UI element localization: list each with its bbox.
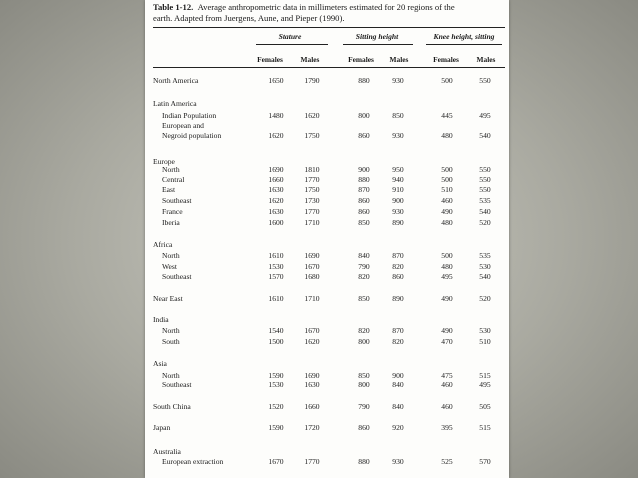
table-cell: 1530 [268, 380, 284, 389]
table-cell: 520 [479, 294, 491, 303]
table-row [145, 76, 509, 86]
row-sublabel: European and [162, 121, 204, 130]
table-cell: 840 [358, 251, 370, 260]
table-cell: 1690 [304, 251, 320, 260]
table-cell: 860 [358, 131, 370, 140]
table-cell: 480 [441, 131, 453, 140]
row-sublabel: European extraction [162, 457, 224, 466]
table-cell: 1530 [268, 262, 284, 271]
table-cell: 550 [479, 165, 491, 174]
row-sublabel: Southeast [162, 272, 192, 281]
table-row [145, 315, 509, 325]
table-row [145, 196, 509, 206]
row-label: Japan [153, 423, 171, 432]
table-caption [153, 2, 505, 24]
table-row [145, 175, 509, 185]
row-sublabel: West [162, 262, 177, 271]
table-cell: 475 [441, 371, 453, 380]
table-cell: 540 [479, 131, 491, 140]
col-header-knee-females: Females [433, 55, 459, 64]
row-label: Europe [153, 157, 175, 166]
table-cell: 880 [358, 175, 370, 184]
table-cell: 1730 [304, 196, 320, 205]
table-cell: 850 [358, 218, 370, 227]
table-cell: 1660 [268, 175, 284, 184]
table-cell: 800 [358, 380, 370, 389]
caption-text-1: Average anthropometric data in millimeters estimated for 20 regions of the [197, 2, 455, 12]
table-cell: 1630 [268, 207, 284, 216]
table-row [145, 359, 509, 369]
table-cell: 535 [479, 196, 491, 205]
col-header-knee-males: Males [476, 55, 496, 64]
row-label: Asia [153, 359, 167, 368]
table-row [145, 326, 509, 336]
col-header-stature-females: Females [257, 55, 283, 64]
table-cell: 495 [479, 111, 491, 120]
row-sublabel: Indian Population [162, 111, 217, 120]
table-row [145, 423, 509, 433]
row-sublabel: North [162, 251, 180, 260]
table-row [145, 457, 509, 467]
table-cell: 500 [441, 76, 453, 85]
table-cell: 910 [392, 185, 404, 194]
table-cell: 515 [479, 423, 491, 432]
col-header-sitting-males: Males [389, 55, 409, 64]
row-label: Australia [153, 447, 181, 456]
table-cell: 820 [358, 272, 370, 281]
table-cell: 445 [441, 111, 453, 120]
table-cell: 870 [358, 185, 370, 194]
table-row [145, 337, 509, 347]
table-cell: 480 [441, 262, 453, 271]
table-cell: 1630 [304, 380, 320, 389]
table-cell: 890 [392, 294, 404, 303]
table-cell: 550 [479, 76, 491, 85]
table-cell: 930 [392, 131, 404, 140]
table-cell: 515 [479, 371, 491, 380]
table-row [145, 207, 509, 217]
table-cell: 395 [441, 423, 453, 432]
row-label: North America [153, 76, 199, 85]
table-cell: 1710 [304, 218, 320, 227]
table-row [145, 447, 509, 457]
row-label: India [153, 315, 169, 324]
table-row [145, 99, 509, 109]
caption-label: Table 1-12. [153, 2, 194, 12]
table-row [145, 165, 509, 175]
table-cell: 1630 [268, 185, 284, 194]
table-cell: 790 [358, 402, 370, 411]
row-sublabel: North [162, 326, 180, 335]
table-cell: 850 [358, 371, 370, 380]
table-cell: 540 [479, 272, 491, 281]
table-cell: 1790 [304, 76, 320, 85]
table-cell: 505 [479, 402, 491, 411]
table-cell: 930 [392, 76, 404, 85]
row-sublabel: Iberia [162, 218, 180, 227]
table-cell: 1620 [268, 196, 284, 205]
row-sublabel: Central [162, 175, 185, 184]
table-row [145, 272, 509, 282]
table-cell: 535 [479, 251, 491, 260]
table-cell: 900 [392, 371, 404, 380]
table-cell: 820 [358, 326, 370, 335]
table-cell: 1590 [268, 423, 284, 432]
table-cell: 930 [392, 207, 404, 216]
table-cell: 800 [358, 111, 370, 120]
table-cell: 460 [441, 402, 453, 411]
table-row [145, 131, 509, 141]
table-cell: 820 [392, 337, 404, 346]
table-row [145, 294, 509, 304]
group-rule-stature [256, 44, 328, 45]
row-label: South China [153, 402, 191, 411]
table-cell: 870 [392, 251, 404, 260]
row-sublabel: South [162, 337, 180, 346]
table-row [145, 380, 509, 390]
table-row [145, 185, 509, 195]
table-cell: 1570 [268, 272, 284, 281]
table-cell: 1660 [304, 402, 320, 411]
table-cell: 530 [479, 326, 491, 335]
table-cell: 880 [358, 457, 370, 466]
table-row [145, 111, 509, 121]
table-cell: 940 [392, 175, 404, 184]
table-cell: 510 [441, 185, 453, 194]
table-cell: 900 [358, 165, 370, 174]
table-cell: 800 [358, 337, 370, 346]
table-cell: 840 [392, 402, 404, 411]
col-header-stature-males: Males [300, 55, 320, 64]
table-cell: 500 [441, 251, 453, 260]
table-cell: 850 [358, 294, 370, 303]
table-cell: 1680 [304, 272, 320, 281]
group-rule-sitting [343, 44, 413, 45]
row-sublabel: Southeast [162, 380, 192, 389]
document-page [145, 0, 509, 478]
table-row [145, 262, 509, 272]
table-cell: 1650 [268, 76, 284, 85]
table-cell: 860 [358, 207, 370, 216]
table-cell: 1480 [268, 111, 284, 120]
group-header-knee-height: Knee height, sitting [433, 32, 495, 41]
table-row [145, 251, 509, 261]
table-cell: 500 [441, 165, 453, 174]
row-sublabel: Negroid population [162, 131, 222, 140]
table-cell: 525 [441, 457, 453, 466]
table-row [145, 121, 509, 131]
row-sublabel: North [162, 371, 180, 380]
table-cell: 1770 [304, 175, 320, 184]
caption-text-2: earth. Adapted from Juergens, Aune, and Pieper (1990). [153, 13, 345, 23]
table-cell: 1610 [268, 294, 284, 303]
table-cell: 1750 [304, 131, 320, 140]
table-cell: 850 [392, 111, 404, 120]
caption-line-1 [153, 2, 505, 13]
table-cell: 520 [479, 218, 491, 227]
table-cell: 1610 [268, 251, 284, 260]
table-cell: 1670 [304, 326, 320, 335]
table-cell: 480 [441, 218, 453, 227]
table-cell: 1540 [268, 326, 284, 335]
row-label: Latin America [153, 99, 197, 108]
table-cell: 1690 [304, 371, 320, 380]
table-cell: 495 [479, 380, 491, 389]
table-cell: 550 [479, 185, 491, 194]
table-cell: 1620 [304, 337, 320, 346]
table-cell: 860 [358, 196, 370, 205]
table-cell: 530 [479, 262, 491, 271]
table-cell: 1500 [268, 337, 284, 346]
table-cell: 460 [441, 380, 453, 389]
table-cell: 1600 [268, 218, 284, 227]
table-cell: 1520 [268, 402, 284, 411]
table-cell: 900 [392, 196, 404, 205]
table-cell: 930 [392, 457, 404, 466]
table-cell: 790 [358, 262, 370, 271]
table-cell: 510 [479, 337, 491, 346]
table-cell: 1620 [268, 131, 284, 140]
table-cell: 860 [392, 272, 404, 281]
group-header-sitting-height: Sitting height [355, 32, 399, 41]
table-cell: 490 [441, 207, 453, 216]
table-cell: 950 [392, 165, 404, 174]
table-cell: 495 [441, 272, 453, 281]
group-header-stature: Stature [278, 32, 302, 41]
table-cell: 490 [441, 326, 453, 335]
table-row [145, 240, 509, 250]
table-cell: 1670 [268, 457, 284, 466]
row-label: Near East [153, 294, 183, 303]
top-rule [153, 27, 505, 28]
table-cell: 880 [358, 76, 370, 85]
table-cell: 1810 [304, 165, 320, 174]
group-rule-knee [426, 44, 502, 45]
header-rule [153, 67, 505, 68]
table-cell: 820 [392, 262, 404, 271]
table-cell: 1720 [304, 423, 320, 432]
table-cell: 490 [441, 294, 453, 303]
table-cell: 550 [479, 175, 491, 184]
table-row [145, 218, 509, 228]
row-sublabel: North [162, 165, 180, 174]
table-row [145, 402, 509, 412]
table-cell: 1670 [304, 262, 320, 271]
table-cell: 890 [392, 218, 404, 227]
row-label: Africa [153, 240, 173, 249]
table-cell: 1770 [304, 207, 320, 216]
col-header-sitting-females: Females [348, 55, 374, 64]
table-cell: 860 [358, 423, 370, 432]
table-cell: 870 [392, 326, 404, 335]
table-cell: 1620 [304, 111, 320, 120]
table-cell: 1690 [268, 165, 284, 174]
table-cell: 840 [392, 380, 404, 389]
table-cell: 470 [441, 337, 453, 346]
table-cell: 1590 [268, 371, 284, 380]
table-cell: 500 [441, 175, 453, 184]
row-sublabel: France [162, 207, 183, 216]
table-cell: 540 [479, 207, 491, 216]
table-cell: 920 [392, 423, 404, 432]
row-sublabel: Southeast [162, 196, 192, 205]
row-sublabel: East [162, 185, 176, 194]
table-cell: 460 [441, 196, 453, 205]
table-cell: 570 [479, 457, 491, 466]
table-cell: 1710 [304, 294, 320, 303]
table-cell: 1750 [304, 185, 320, 194]
table-cell: 1770 [304, 457, 320, 466]
